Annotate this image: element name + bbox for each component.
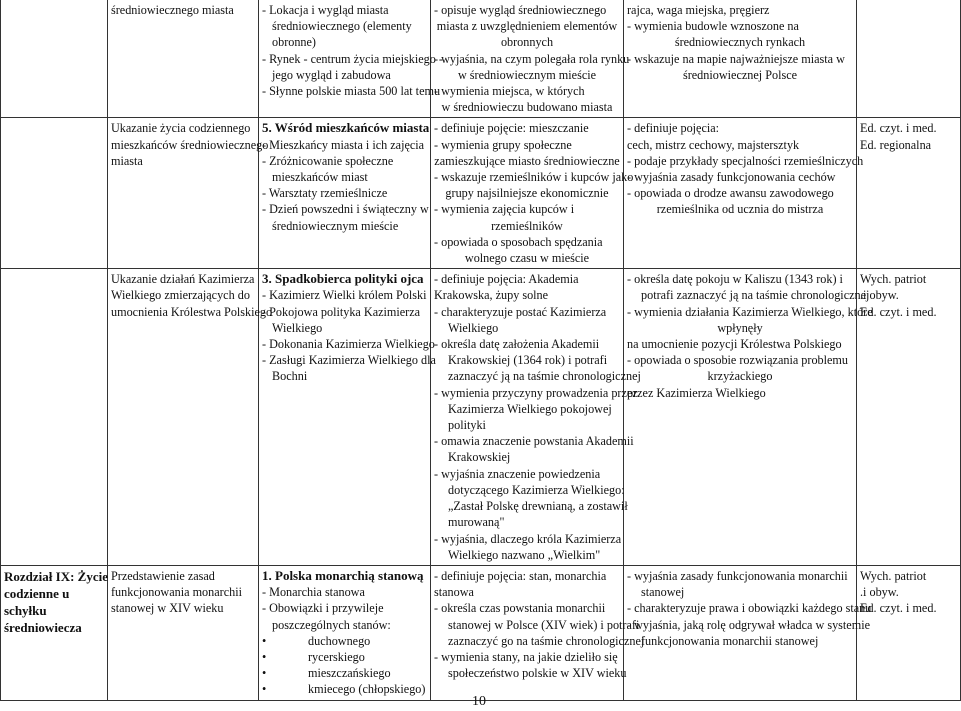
extended-line: krzyżackiego <box>707 369 773 384</box>
extended-requirements-cell <box>624 565 872 700</box>
basic-line: stanowej w Polsce (XIV wiek) i potrafi <box>448 617 640 632</box>
content-line: - Mieszkańcy miasta i ich zajęcia <box>262 137 425 152</box>
paths-cell <box>857 269 961 566</box>
content-line: jego wygląd i zabudowa <box>272 67 391 82</box>
topic-line: Wielkiego zmierzających do <box>111 288 250 303</box>
topic-line: Przedstawienie zasad <box>111 568 215 583</box>
extended-line: średniowiecznej Polsce <box>682 67 798 82</box>
path-line: .i obyw. <box>860 288 899 303</box>
basic-line: wolnego czasu w mieście <box>464 251 590 266</box>
paths-cell <box>857 118 961 269</box>
content-cell <box>259 565 431 700</box>
content-line: - Dokonania Kazimierza Wielkiego <box>262 337 435 352</box>
basic-line: - opisuje wygląd średniowiecznego <box>434 3 607 17</box>
basic-line: - wyjaśnia, dlaczego króla Kazimierza <box>434 531 622 546</box>
topic-cell <box>108 118 269 269</box>
extended-line: - wyjaśnia zasady funkcjonowania monarchii <box>627 568 848 583</box>
topic-line: Ukazanie życia codziennego <box>111 121 251 136</box>
basic-line: „Zastał Polskę drewnianą, a zostawił <box>448 499 628 514</box>
bullet-item: • kmiecego (chłopskiego) <box>262 681 427 697</box>
basic-line: obronnych <box>500 35 554 50</box>
section-cell <box>1 269 108 566</box>
basic-line: - definiuje pojęcie: mieszczanie <box>434 121 589 136</box>
topic-line: stanowej w XIV wieku <box>111 601 224 616</box>
extended-line: rzemieślnika od ucznia do mistrza <box>656 202 824 217</box>
basic-line: Kazimierza Wielkiego pokojowej <box>448 401 612 416</box>
basic-requirements-cell <box>431 0 630 118</box>
extended-line: - opowiada o sposobie rozwiązania problemu <box>627 353 848 368</box>
content-line: średniowiecznego (elementy <box>272 19 412 34</box>
extended-line: - wymienia budowle wznoszone na <box>627 19 799 34</box>
lesson-title: 1. Polska monarchią stanową <box>262 567 424 583</box>
bullet-item: • mieszczańskiego <box>262 665 427 681</box>
section-cell <box>1 565 108 700</box>
topic-line: średniowiecznego miasta <box>111 3 234 17</box>
extended-line: - wyjaśnia, jaką rolę odgrywał władca w systemie <box>627 617 870 632</box>
basic-line: - wymienia miejsca, w których <box>434 84 585 99</box>
table-row <box>1 565 961 700</box>
basic-line: Wielkiego nazwano „Wielkim" <box>448 547 601 562</box>
basic-line: społeczeństwo polskie w XIV wieku <box>448 666 627 681</box>
paths-cell <box>857 0 961 118</box>
extended-line: potrafi zaznaczyć ją na taśmie chronologicznej <box>641 288 870 303</box>
path-line: Wych. patriot <box>860 272 927 287</box>
topic-line: Ukazanie działań Kazimierza <box>111 272 255 287</box>
content-line: - Słynne polskie miasta 500 lat temu <box>262 84 441 99</box>
content-cell <box>259 118 431 269</box>
section-cell <box>1 0 108 118</box>
basic-line: zamieszkujące miasto średniowieczne <box>434 153 620 168</box>
topic-line: mieszkańców średniowiecznego <box>111 137 269 152</box>
basic-requirements-cell <box>431 565 645 700</box>
extended-line: przez Kazimierza Wielkiego <box>627 385 766 400</box>
lesson-title: 5. Wśród mieszkańców miasta <box>262 120 430 136</box>
topic-line: miasta <box>111 153 143 168</box>
content-line: - Monarchia stanowa <box>262 585 365 600</box>
path-line: Wych. patriot <box>860 568 927 583</box>
basic-line: miasta z uwzględnieniem elementów <box>436 19 618 34</box>
extended-line: cech, mistrz cechowy, majstersztyk <box>627 137 800 152</box>
content-line: Wielkiego <box>272 320 323 335</box>
basic-line: - wyjaśnia znaczenie powiedzenia <box>434 466 601 481</box>
basic-line: - określa czas powstania monarchii <box>434 601 606 616</box>
basic-line: - wymienia zajęcia kupców i <box>434 202 575 217</box>
bullet-item: • rycerskiego <box>262 649 427 665</box>
extended-line: na umocnienie pozycji Królestwa Polskiego <box>627 337 842 352</box>
basic-line: - wymienia grupy społeczne <box>434 137 572 152</box>
extended-line: - definiuje pojęcia: <box>627 121 720 136</box>
basic-line: - omawia znaczenie powstania Akademii <box>434 434 634 449</box>
basic-line: stanowa <box>434 585 474 600</box>
content-line: - Rynek - centrum życia miejskiego - <box>262 51 443 66</box>
content-line: - Zasługi Kazimierza Wielkiego dla <box>262 353 436 368</box>
extended-line: - charakteryzuje prawa i obowiązki każdego stanu <box>627 601 872 616</box>
content-cell <box>259 0 443 118</box>
content-cell <box>259 269 436 566</box>
path-line: Ed. regionalna <box>860 137 932 152</box>
extended-line: - wskazuje na mapie najważniejsze miasta w <box>627 51 845 66</box>
basic-line: w średniowiecznym mieście <box>457 67 597 82</box>
basic-line: - wymienia przyczyny prowadzenia przez <box>434 385 638 400</box>
basic-requirements-cell <box>431 118 634 269</box>
extended-requirements-cell <box>624 0 857 118</box>
basic-line: Krakowskiej (1364 rok) i potrafi <box>448 353 608 368</box>
content-line: - Kazimierz Wielki królem Polski <box>262 288 427 303</box>
content-line: - Dzień powszedni i świąteczny w <box>262 202 429 217</box>
table-row <box>1 118 961 269</box>
extended-line: funkcjonowania monarchii stanowej <box>641 633 819 648</box>
content-line: poszczególnych stanów: <box>272 617 391 632</box>
basic-line: zaznaczyć ją na taśmie chronologicznej <box>448 369 641 384</box>
basic-line: - wyjaśnia, na czym polegała rola rynku <box>434 51 630 66</box>
section-cell <box>1 118 108 269</box>
basic-line: - określa datę założenia Akademii <box>434 337 600 352</box>
basic-line: - wskazuje rzemieślników i kupców jako <box>434 170 634 185</box>
basic-line: - charakteryzuje postać Kazimierza <box>434 304 607 319</box>
basic-line: rzemieślników <box>491 218 563 233</box>
basic-line: w średniowieczu budowano miasta <box>441 100 613 115</box>
topic-line: funkcjonowania monarchii <box>111 585 242 600</box>
content-line: Bochni <box>272 369 308 384</box>
basic-line: grupy najsilniejsze ekonomicznie <box>445 186 609 201</box>
path-line: Ed. czyt. i med. <box>860 121 937 136</box>
topic-cell <box>108 565 259 700</box>
table-row <box>1 269 961 566</box>
content-line: - Zróżnicowanie społeczne <box>262 153 394 168</box>
topic-cell <box>108 0 259 118</box>
basic-line: polityki <box>448 418 486 433</box>
content-line: - Obowiązki i przywileje <box>262 601 384 616</box>
basic-line: - definiuje pojęcia: stan, monarchia <box>434 568 607 583</box>
content-line: średniowiecznym mieście <box>272 218 399 233</box>
path-line: .i obyw. <box>860 585 899 600</box>
content-line: - Lokacja i wygląd miasta <box>262 3 389 17</box>
section-title-line: schyłku <box>4 602 47 618</box>
basic-line: - definiuje pojęcia: Akademia <box>434 272 579 287</box>
table-row <box>1 0 961 118</box>
extended-line: wpłynęły <box>717 320 763 335</box>
extended-line: - podaje przykłady specjalności rzemieślniczych <box>627 153 864 168</box>
basic-requirements-cell <box>431 269 641 566</box>
basic-line: Krakowskiej <box>448 450 511 465</box>
extended-line: - określa datę pokoju w Kaliszu (1343 rok) i <box>627 272 843 287</box>
section-title-line: Rozdział IX: Życie <box>4 568 108 584</box>
extended-line: - wyjaśnia zasady funkcjonowania cechów <box>627 170 836 185</box>
extended-line: - opowiada o drodze awansu zawodowego <box>627 186 834 201</box>
basic-line: dotyczącego Kazimierza Wielkiego: <box>448 482 625 497</box>
content-line: obronne) <box>272 35 316 50</box>
basic-line: - opowiada o sposobach spędzania <box>434 234 603 249</box>
basic-line: zaznaczyć go na taśmie chronologicznej <box>448 633 645 648</box>
path-line: Ed. czyt. i med. <box>860 601 937 616</box>
extended-line: stanowej <box>641 585 685 600</box>
content-line: - Pokojowa polityka Kazimierza <box>262 304 421 319</box>
extended-requirements-cell <box>624 269 873 566</box>
basic-line: - wymienia stany, na jakie dzieliło się <box>434 649 618 664</box>
basic-line: Krakowska, żupy solne <box>434 288 549 303</box>
section-title-line: codzienne u <box>4 585 70 601</box>
basic-line: Wielkiego <box>448 320 499 335</box>
topic-cell <box>108 269 273 566</box>
paths-cell <box>857 565 961 700</box>
lesson-title: 3. Spadkobierca polityki ojca <box>262 271 424 287</box>
extended-line: średniowiecznych rynkach <box>674 35 806 50</box>
path-line: Ed. czyt. i med. <box>860 304 937 319</box>
extended-line: rajca, waga miejska, pręgierz <box>627 3 770 17</box>
bullet-item: • duchownego <box>262 633 427 649</box>
topic-line: umocnienia Królestwa Polskiego <box>111 304 273 319</box>
section-title-line: średniowiecza <box>4 619 82 635</box>
extended-requirements-cell <box>624 118 864 269</box>
content-line: mieszkańców miast <box>272 170 368 185</box>
page-number: 10 <box>472 694 486 709</box>
extended-line: - wymienia działania Kazimierza Wielkiego, które <box>627 304 873 319</box>
content-line: - Warsztaty rzemieślnicze <box>262 186 388 201</box>
basic-line: murowaną" <box>448 515 505 530</box>
